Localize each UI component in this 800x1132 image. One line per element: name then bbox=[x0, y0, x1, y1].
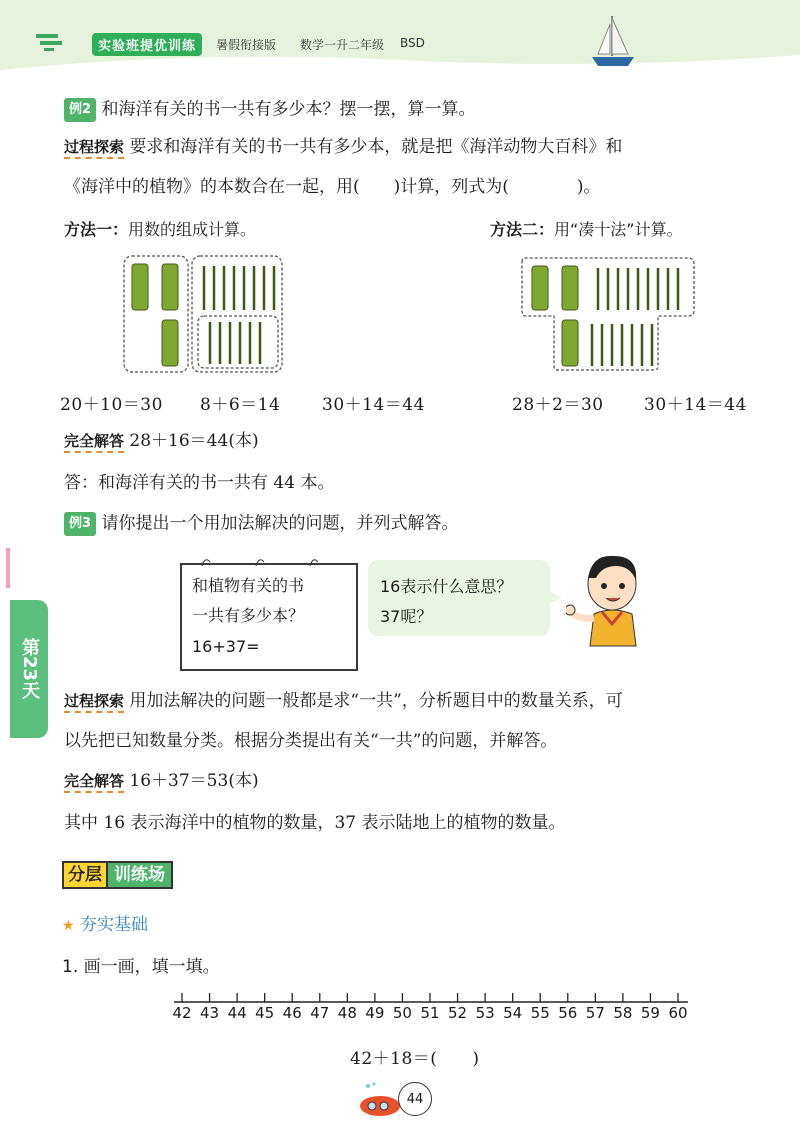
badge-part1: 分层 bbox=[62, 861, 106, 889]
example2-question-line bbox=[64, 98, 475, 122]
example3-explore-text2: 以先把已知数量分类。根据分类提出有关“一共”的问题，并解答。 bbox=[64, 731, 558, 751]
single-sticks bbox=[210, 322, 260, 364]
example2-answer-tag: 完全解答 bbox=[64, 432, 124, 453]
example3-tag: 例3 bbox=[64, 512, 96, 536]
question1-equation: 42＋18＝( ) bbox=[350, 1049, 480, 1069]
example3-explore-text1: 用加法解决的问题一般都是求“一共”，分析题目中的数量关系，可 bbox=[129, 691, 623, 711]
ten-bundle bbox=[132, 264, 148, 310]
single-sticks bbox=[598, 268, 678, 310]
method2-label: 方法二： bbox=[490, 220, 555, 239]
example2-tag: 例2 bbox=[64, 98, 96, 122]
number-line-label: 44 bbox=[227, 1004, 247, 1022]
number-line-label: 58 bbox=[613, 1004, 633, 1022]
bubble-line: 37呢？ bbox=[380, 607, 433, 626]
header-wave bbox=[0, 50, 800, 90]
section-title bbox=[62, 910, 148, 935]
method2-sticks-diagram bbox=[518, 256, 698, 372]
example3-answer-formula: 16＋37＝53(本) bbox=[129, 771, 259, 791]
number-line-label: 53 bbox=[475, 1004, 495, 1022]
single-sticks bbox=[204, 266, 274, 310]
example3-answer-tag: 完全解答 bbox=[64, 772, 124, 793]
method1-equation: 8＋6＝14 bbox=[200, 395, 281, 415]
side-marker bbox=[6, 548, 10, 588]
method1-equation: 20＋10＝30 bbox=[60, 395, 163, 415]
page-number: 44 bbox=[398, 1082, 432, 1116]
card-ring-binding bbox=[196, 554, 336, 568]
question1: 1. 画一画，填一填。 bbox=[62, 957, 220, 977]
number-line-label: 49 bbox=[365, 1004, 385, 1022]
example2-explore-text1: 要求和海洋有关的书一共有多少本，就是把《海洋动物大百科》和 bbox=[129, 137, 623, 157]
number-line-label: 59 bbox=[640, 1004, 660, 1022]
card-formula: 16+37= bbox=[192, 637, 260, 656]
number-line-label: 55 bbox=[530, 1004, 550, 1022]
number-line-label: 47 bbox=[310, 1004, 330, 1022]
bubble-line: 16表示什么意思？ bbox=[380, 577, 513, 596]
example3-question-line bbox=[64, 512, 458, 536]
ten-bundle bbox=[162, 264, 178, 310]
number-line-label: 57 bbox=[585, 1004, 605, 1022]
star-icon: ★ bbox=[62, 918, 75, 934]
edition-label: 暑假衔接版 bbox=[216, 38, 277, 52]
number-line-label: 45 bbox=[255, 1004, 275, 1022]
single-sticks bbox=[592, 324, 652, 366]
badge-part2: 训练场 bbox=[106, 861, 173, 889]
method1-sticks-diagram bbox=[118, 252, 288, 378]
section-title-text: 夯实基础 bbox=[79, 915, 148, 935]
question-card bbox=[180, 563, 358, 671]
example2-explore-tag: 过程探索 bbox=[64, 138, 124, 159]
ten-bundle bbox=[562, 266, 578, 310]
sailboat-icon bbox=[588, 14, 638, 70]
boy-illustration bbox=[566, 548, 656, 648]
method2-equation: 28＋2＝30 bbox=[512, 395, 604, 415]
series-title: 实验班提优训练 bbox=[92, 33, 202, 56]
subject-label: 数学一升二年级 bbox=[300, 38, 385, 52]
example3-answer-line bbox=[64, 770, 259, 792]
method2-equation: 30＋14＝44 bbox=[644, 395, 747, 415]
number-line-label: 52 bbox=[448, 1004, 468, 1022]
method1-equation: 30＋14＝44 bbox=[322, 395, 425, 415]
practice-badge bbox=[62, 860, 173, 885]
publisher-code: BSD bbox=[400, 36, 425, 50]
number-line-label: 43 bbox=[200, 1004, 220, 1022]
number-line-label: 50 bbox=[392, 1004, 412, 1022]
number-line-label: 60 bbox=[668, 1004, 688, 1022]
example2-question: 和海洋有关的书一共有多少本？摆一摆，算一算。 bbox=[101, 99, 476, 120]
card-line: 一共有多少本？ bbox=[192, 606, 305, 625]
ten-bundle bbox=[162, 320, 178, 366]
example2-answer-sentence: 答：和海洋有关的书一共有 44 本。 bbox=[64, 473, 335, 493]
method1-heading bbox=[64, 217, 256, 240]
number-line-label: 48 bbox=[337, 1004, 357, 1022]
submarine-icon bbox=[354, 1080, 404, 1120]
number-line-label: 54 bbox=[503, 1004, 523, 1022]
number-line-label: 42 bbox=[172, 1004, 192, 1022]
number-line-labels bbox=[160, 1004, 700, 1026]
example3-explore-line1 bbox=[64, 690, 623, 712]
example2-answer-line bbox=[64, 430, 259, 452]
brand-logo-icon bbox=[34, 30, 64, 52]
example3-answer-sentence: 其中 16 表示海洋中的植物的数量，37 表示陆地上的植物的数量。 bbox=[64, 813, 566, 833]
number-line-label: 51 bbox=[420, 1004, 440, 1022]
number-line-label: 46 bbox=[282, 1004, 302, 1022]
number-line-label: 56 bbox=[558, 1004, 578, 1022]
example2-explore-line1 bbox=[64, 136, 622, 158]
method2-heading bbox=[490, 217, 683, 240]
ten-bundle bbox=[562, 320, 578, 366]
ten-bundle bbox=[532, 266, 548, 310]
card-line: 和植物有关的书 bbox=[192, 576, 305, 595]
method2-text: 用“凑十法”计算。 bbox=[554, 220, 683, 239]
speech-bubble bbox=[368, 560, 550, 636]
example3-explore-tag: 过程探索 bbox=[64, 692, 124, 713]
day-side-tab: 第23天 bbox=[10, 600, 48, 738]
example2-explore-text2: 《海洋中的植物》的本数合在一起，用( )计算，列式为( )。 bbox=[64, 177, 601, 197]
example2-answer-formula: 28＋16＝44(本) bbox=[129, 431, 259, 451]
example3-question: 请你提出一个用加法解决的问题，并列式解答。 bbox=[101, 513, 459, 534]
bubble-tail bbox=[548, 590, 564, 606]
method1-text: 用数的组成计算。 bbox=[128, 220, 257, 239]
method1-label: 方法一： bbox=[64, 220, 129, 239]
